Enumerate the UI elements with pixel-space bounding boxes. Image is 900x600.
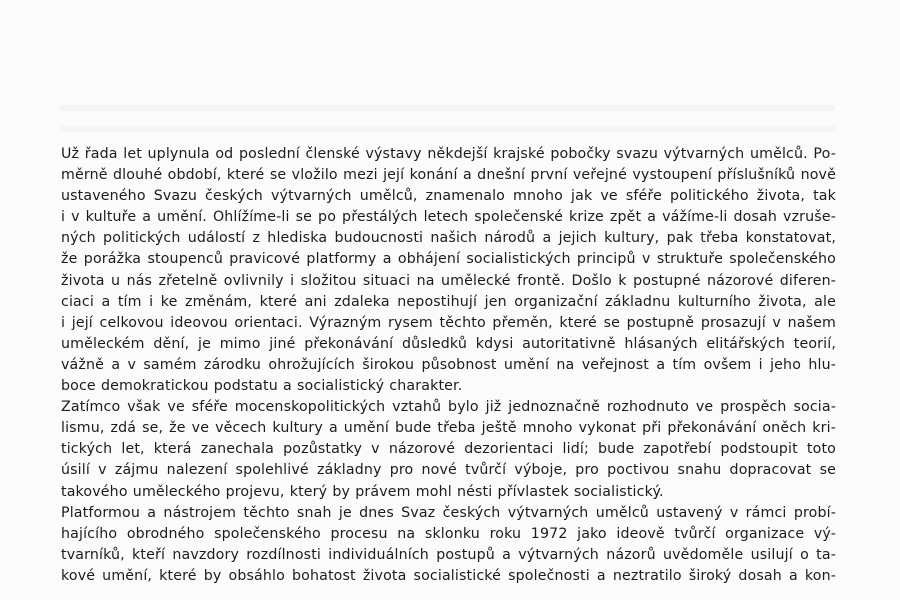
text-line: Už řada let uplynula od poslední členské výstavy někdejší krajské pobočky svazu výtvarných umělců. Po- [61,146,836,162]
text-line: lismu, zdá se, že ve věcech kultury a umění bude třeba ještě mnoho vykonat při překonávání oněch kri- [61,420,836,437]
text-line: hajícího obrodného společenského procesu na sklonku roku 1972 jako ideově tvůrčí organizace vý- [61,525,836,542]
text-line: ciaci a tím i ke změnám, které ani zdaleka nepostihují jen organizační základnu kulturního života, ale [61,293,836,310]
text-line: tických let, která zanechala pozůstatky v názorové dezorientaci lidí; bude zapotřebí podstoupit toto [61,441,836,458]
paragraph-1 [61,144,836,397]
text-line: Zatímco však ve sféře mocenskopolitických vztahů bylo již jednoznačně rozhodnuto ve prospěch socia- [61,399,836,416]
text-line: života u nás zřetelně ovlivnily i složitou situaci na umělecké frontě. Došlo k postupné názorové diferen- [61,272,836,289]
body-text [61,144,836,587]
text-line: Platformou a nástrojem těchto snah je dnes Svaz českých výtvarných umělců ustavený v rámci probí- [61,504,836,521]
text-line: vážně a v samém zárodku ohrožujících širokou působnost umění na veřejnost a tím ovšem i jeho hlu- [61,356,836,373]
text-line: ustaveného Svazu českých výtvarných umělců, znamenalo mnoho jak ve sféře politického života, tak [61,188,836,205]
text-line: i její celkovou ideovou orientaci. Výrazným rysem těchto přeměn, které se postupně prosazují v našem [61,314,836,331]
paragraph-2 [61,397,836,502]
reverse-side-show-through [60,105,835,135]
text-line: měrně dlouhé období, které se vložilo mezi její konání a dnešní první veřejné vystoupení příslušníků nově [61,167,836,184]
text-line: kové umění, které by obsáhlo bohatost života socialistické společnosti a neztratilo široký dosah a kon- [61,567,836,584]
text-line: takového uměleckého projevu, který by právem mohl nésti přívlastek socialistický. [61,483,664,500]
paragraph-3 [61,503,836,587]
text-line: i v kultuře a umění. Ohlížíme-li se po přestálých letech společenské krize zpět a vážíme-li dosah vzruše- [61,209,836,226]
text-line: boce demokratickou podstatu a socialistický charakter. [61,378,463,395]
text-line: úsilí v zájmu nalezení spolehlivé základny pro nové tvůrčí výboje, pro poctivou snahu dopracovat se [61,462,836,479]
text-line: uměleckém dění, je mimo jiné překonávání důsledků kdysi autoritativně hlásaných elitářských teorií, [61,335,836,352]
text-line: ných politických událostí z hlediska budoucnosti našich národů a jejich kultury, pak třeba konstatovat, [61,230,836,247]
text-line: že porážka stoupenců pravicové platformy a obhájení socialistických principů v struktuře společenského [61,251,836,268]
text-line: tvarníků, kteří navzdory rozdílnosti individuálních postupů a výtvarných názorů uvědoměle usilují o ta- [61,546,836,563]
